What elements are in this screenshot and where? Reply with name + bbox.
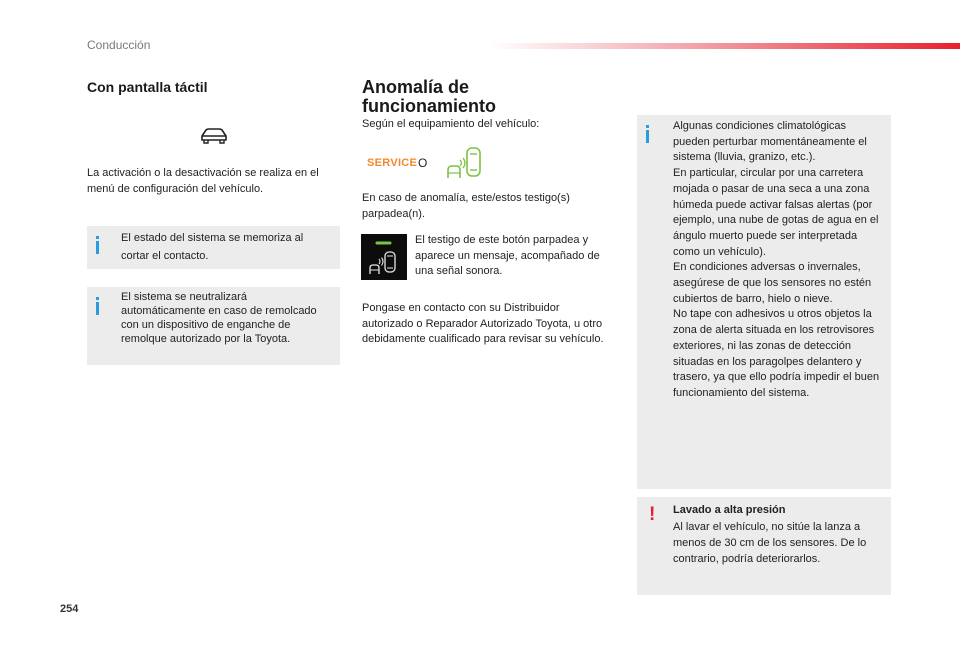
car-outline-icon bbox=[199, 126, 229, 146]
info-icon bbox=[96, 236, 99, 254]
warning-box-title: Lavado a alta presión bbox=[673, 504, 786, 516]
service-warning-label: SERVICE bbox=[367, 157, 418, 169]
warning-box-pressure-wash bbox=[637, 497, 891, 595]
touchscreen-heading: Con pantalla táctil bbox=[87, 79, 208, 95]
info-icon bbox=[96, 297, 99, 315]
info-box-towing bbox=[87, 287, 340, 365]
contact-dealer-text: Pongase en contacto con su Distribuidor autorizado o Reparador Autorizado Toyota, u otro debidamente cualificado para revisar su vehículo. bbox=[362, 302, 604, 346]
warning-exclamation-icon: ! bbox=[649, 504, 656, 525]
info-box-memory-text: El estado del sistema se memoriza al cortar el contacto. bbox=[121, 232, 304, 262]
button-warning-text: El testigo de este botón parpadea y aparece un mensaje, acompañado de una señal sonora. bbox=[415, 234, 600, 278]
blind-spot-warning-icon bbox=[444, 146, 486, 182]
blind-spot-button-icon bbox=[361, 234, 407, 280]
info-box-towing-text: El sistema se neutralizará automáticamente en caso de remolcado con un dispositivo de enganche de remolque autorizado por la Toyota. bbox=[121, 291, 317, 345]
header-accent-bar bbox=[490, 43, 960, 49]
header-section-title: Conducción bbox=[87, 38, 151, 52]
warning-box-text: Al lavar el vehículo, no sitúe la lanza a menos de 30 cm de los sensores. De lo contrario, podría deteriorarlos. bbox=[673, 520, 867, 565]
malfunction-heading: Anomalía de funcionamiento bbox=[362, 77, 496, 116]
or-separator: O bbox=[418, 156, 428, 170]
info-box-memory bbox=[87, 226, 340, 269]
blind-spot-button-tile bbox=[361, 234, 407, 280]
info-box-weather-text: Algunas condiciones climatológicas pueden perturbar momentáneamente el sistema (lluvia, granizo, etc.). En particular, circular por una carretera mojada o pasar de una seca a una zona húmeda puede activar falsas alertas (por ejemplo, una nube de gotas de agua en el ángulo muerto puede ser interpretada como un vehículo). En condiciones adversas o invernales, asegúrese de que los sensores no estén cubiertos de barro, hielo o nieve. No tape con adhesivos u otros objetos la zona de alerta situada en los retrovisores exteriores, ni las zonas de detección situadas en los paragolpes delantero y trasero, ya que ello podría impedir el buen funcionamiento del sistema. bbox=[673, 120, 880, 399]
anomaly-text: En caso de anomalía, este/estos testigo(s) parpadea(n). bbox=[362, 192, 570, 220]
page-number: 254 bbox=[60, 603, 79, 615]
equipment-intro: Según el equipamiento del vehículo: bbox=[362, 118, 540, 130]
info-box-weather bbox=[637, 115, 891, 489]
info-icon bbox=[646, 125, 649, 143]
touchscreen-body: La activación o la desactivación se realiza en el menú de configuración del vehículo. bbox=[87, 167, 319, 195]
